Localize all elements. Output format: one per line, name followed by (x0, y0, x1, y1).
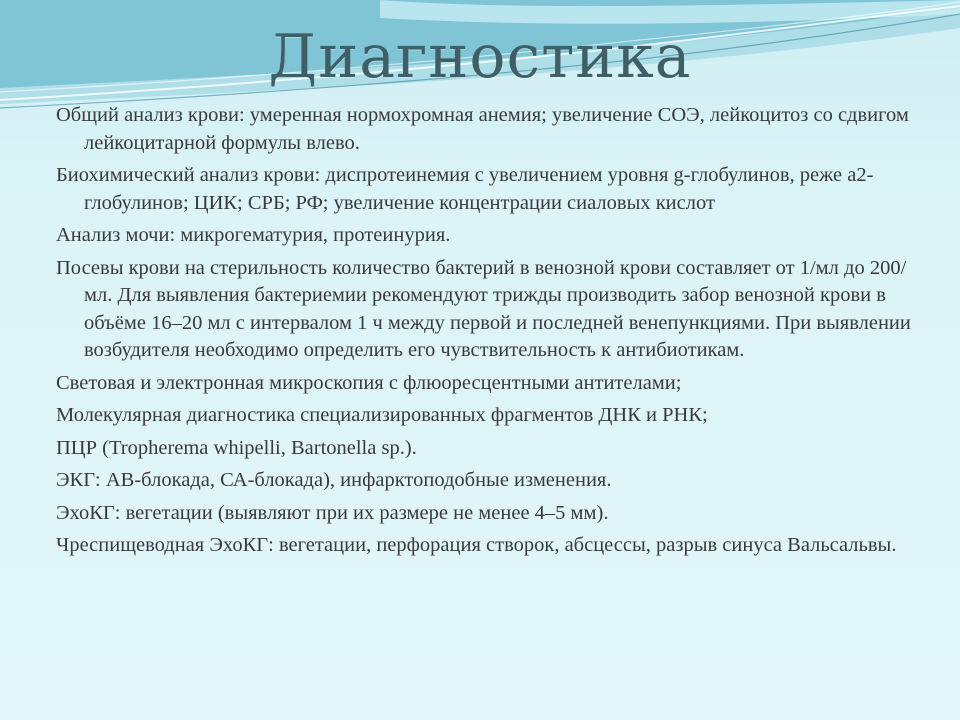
bullet-item: Чреспищеводная ЭхоКГ: вегетации, перфорация створок, абсцессы, разрыв синуса Вальсальвы. (56, 534, 897, 556)
bullet-item: Общий анализ крови: умеренная нормохромная анемия; увеличение СОЭ, лейкоцитоз со сдвигом лейкоцитарной формулы влево. (56, 104, 909, 154)
bullet-item: Биохимический анализ крови: диспротеинемия с увеличением уровня g-глобулинов, реже а2-глобулинов; ЦИК; СРБ; РФ; увеличение концентрации сиаловых кислот (56, 164, 874, 214)
bullet-item: Световая и электронная микроскопия с флюоресцентными антителами; (56, 371, 682, 394)
bullet-item: Посевы крови на стерильность количество бактерий в венозной крови составляет от 1/мл до 200/мл. Для выявления бактериемии рекомендуют трижды производить забор венозной крови в объёме 16–20 мл с интервалом 1 ч между первой и последней венепункциями. При выявлении возбудителя необходимо определить его чувствительность к антибиотикам. (56, 256, 911, 361)
slide-title: Диагностика (268, 22, 692, 92)
bullet-item: ЭКГ: АВ-блокада, СА-блокада), инфарктоподобные изменения. (56, 469, 612, 491)
bullet-list (56, 102, 916, 565)
bullet-item: ЭхоКГ: вегетации (выявляют при их размере не менее 4–5 мм). (56, 501, 609, 524)
bullet-item: ПЦР (Tropherema whipelli, Bartonella sp.). (56, 436, 417, 459)
bullet-item: Молекулярная диагностика специализированных фрагментов ДНК и РНК; (56, 404, 708, 426)
bullet-item: Анализ мочи: микрогематурия, протеинурия. (56, 224, 451, 246)
